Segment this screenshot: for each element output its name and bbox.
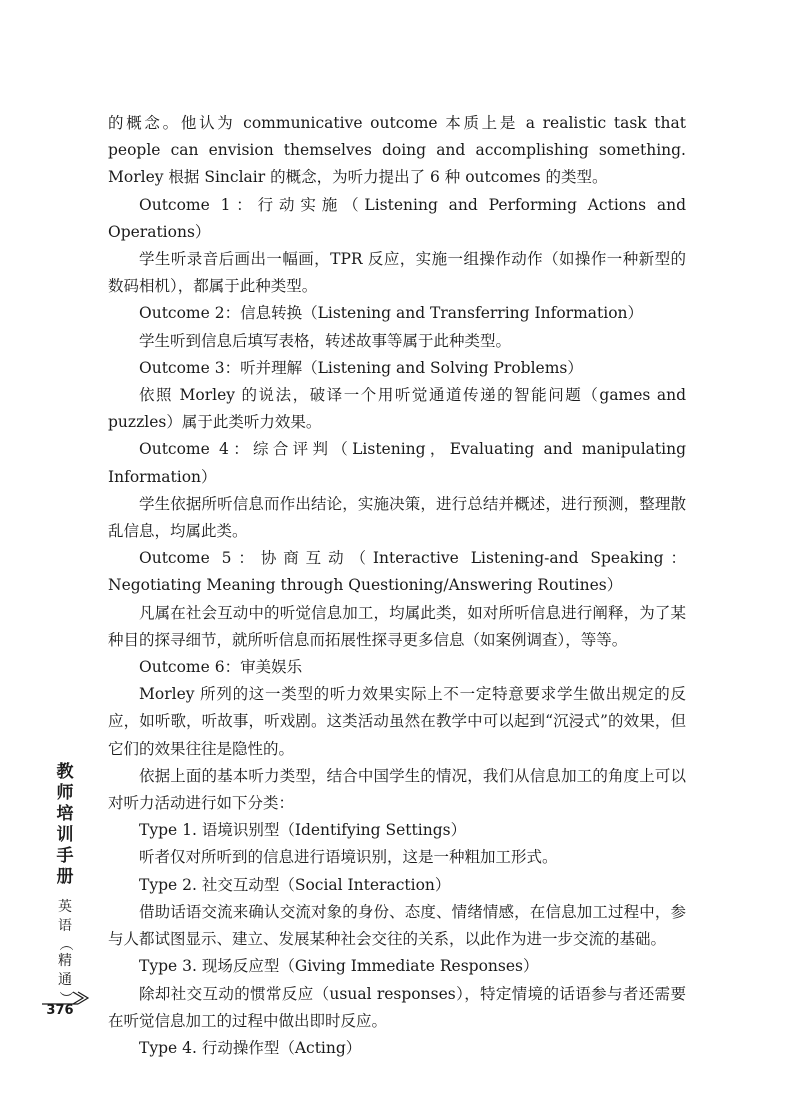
paragraph: 依照 Morley 的说法，破译一个用听觉通道传递的智能问题（games and puzzles）属于此类听力效果。 xyxy=(108,386,686,432)
paragraph: 借助话语交流来确认交流对象的身份、态度、情绪情感，在信息加工过程中，参与人都试图显示、建立、发展某种社会交往的关系，以此作为进一步交流的基础。 xyxy=(108,902,686,949)
book-title-char: 培 xyxy=(56,804,74,824)
paragraph: Type 2. 社交互动型（Social Interaction） xyxy=(139,875,451,894)
paragraph: 学生听到信息后填写表格，转述故事等属于此种类型。 xyxy=(139,331,512,350)
book-title xyxy=(50,762,80,888)
paragraph: Outcome 1：行动实施（Listening and Performing Actions and Operations） xyxy=(108,195,686,241)
paragraph: Outcome 3：听并理解（Listening and Solving Problems） xyxy=(139,358,583,377)
book-subtitle-char: ） xyxy=(57,991,73,1005)
paragraph: 听者仅对所听到的信息进行语境识别，这是一种粗加工形式。 xyxy=(139,848,558,867)
book-subtitle-char: 英 xyxy=(58,899,72,915)
paragraph: 学生听录音后画出一幅画，TPR 反应，实施一组操作动作（如操作一种新型的数码相机），都属于此种类型。 xyxy=(108,250,686,296)
side-label xyxy=(50,762,80,1006)
page-body xyxy=(108,110,686,1062)
book-subtitle-char: 通 xyxy=(58,972,72,988)
book-title-char: 师 xyxy=(56,783,74,803)
paragraph: 除却社交互动的惯常反应（usual responses），特定情境的话语参与者还需要在听觉信息加工的过程中做出即时反应。 xyxy=(108,984,686,1030)
paragraph: 凡属在社会互动中的听觉信息加工，均属此类，如对所听信息进行阐释，为了某种目的探寻细节，就所听信息而拓展性探寻更多信息（如案例调查），等等。 xyxy=(108,603,686,649)
paragraph: Outcome 2：信息转换（Listening and Transferring Information） xyxy=(139,304,644,323)
book-title-char: 教 xyxy=(56,762,74,782)
paragraph: Morley 所列的这一类型的听力效果实际上不一定特意要求学生做出规定的反应，如听歌，听故事，听戏剧。这类活动虽然在教学中可以起到“沉浸式”的效果，但它们的效果往往是隐性的。 xyxy=(108,685,686,758)
paragraph: Outcome 6：审美娱乐 xyxy=(139,658,303,677)
paragraph: 的概念。他认为 communicative outcome 本质上是 a realistic task that people can envision themselves doing and accomplishing something. Morley 根据 Sinclair 的概念，为听力提出了 6 种 outcomes 的类型。 xyxy=(108,114,686,187)
paragraph: Type 1. 语境识别型（Identifying Settings） xyxy=(139,821,467,840)
paragraph: 学生依据所听信息而作出结论，实施决策，进行总结并概述，进行预测，整理散乱信息，均属此类。 xyxy=(108,494,686,541)
paragraph: Outcome 4：综合评判（Listening，Evaluating and manipulating Information） xyxy=(108,440,686,486)
paragraph: 依据上面的基本听力类型，结合中国学生的情况，我们从信息加工的角度上可以对听力活动进行如下分类： xyxy=(108,766,686,813)
book-subtitle-char: 精 xyxy=(58,953,72,969)
book-title-char: 册 xyxy=(56,867,74,887)
paragraph: Type 4. 行动操作型（Acting） xyxy=(139,1038,362,1057)
book-title-char: 训 xyxy=(56,825,74,845)
paragraph: Outcome 5：协商互动（Interactive Listening-and Speaking：Negotiating Meaning through Questioning/Answering Routines） xyxy=(108,549,686,595)
book-title-char: 手 xyxy=(56,846,74,866)
page-number: 376 xyxy=(46,1003,74,1018)
book-subtitle-char: （ xyxy=(57,937,73,951)
book-subtitle-char: 语 xyxy=(58,918,72,934)
paragraph: Type 3. 现场反应型（Giving Immediate Responses） xyxy=(139,957,539,976)
